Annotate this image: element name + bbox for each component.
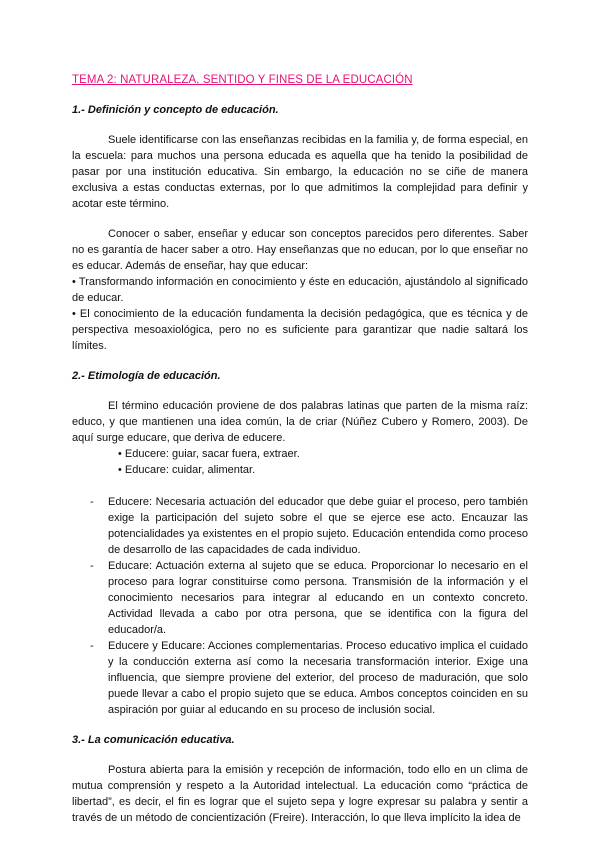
dash-marker: - bbox=[90, 496, 94, 508]
dash-item-text: Educere: Necesaria actuación del educador que debe guiar el proceso, pero también exige la participación del sujeto sobre el que se ejerce ese acto. Encauzar las potencialidades ya existentes en el propio sujeto. Educación entendida como proceso de desarrollo de las capacidades de cada individuo. bbox=[108, 496, 528, 556]
section-1-heading: 1.- Definición y concepto de educación. bbox=[72, 104, 279, 116]
section-2-paragraph-1: El término educación proviene de dos palabras latinas que parten de la misma raíz: educo, y que mantienen una idea común, la de criar (Núñez Cubero y Romero, 2003). De aquí surge educare, que deriva de educere. bbox=[72, 400, 528, 444]
spacer bbox=[72, 354, 528, 368]
dash-item-text: Educare: Actuación externa al sujeto que se educa. Proporcionar lo necesario en el proceso para lograr constituirse como persona. Transmisión de la información y el conocimiento necesarios para integrar al educando en un contexto concreto. Actividad llevada a cabo por otra persona, que se identifica con la figura del educador/a. bbox=[108, 560, 528, 636]
sub-bullet-educere: • Educere: guiar, sacar fuera, extraer. bbox=[118, 448, 300, 460]
dash-item-text: Educere y Educare: Acciones complementarias. Proceso educativo implica el cuidado y la conducción externa así como la necesaria transformación interior. Exige una influencia, que siempre proviene del exterior, del proceso de maduración, que solo puede llevar a cabo el propio sujeto que se educa. Ambos conceptos coinciden en su aspiración por guiar al educando en su proceso de inclusión social. bbox=[108, 640, 528, 716]
dash-item-educere bbox=[72, 494, 528, 558]
dash-marker: - bbox=[90, 560, 94, 572]
section-1-bullet-1: • Transformando información en conocimiento y éste en educación, ajustándolo al significado de educar. bbox=[72, 276, 528, 304]
section-2-sub-bullets bbox=[118, 446, 528, 478]
dash-item-educare bbox=[72, 558, 528, 638]
section-1-paragraph-1: Suele identificarse con las enseñanzas recibidas en la familia y, de forma especial, en la escuela: para muchos una persona educada es aquella que ha tenido la posibilidad de pasar por una institución educativa. Sin embargo, la educación no se ciñe de manera exclusiva a estas conductas externas, por lo que admitimos la complejidad para definir y acotar este término. bbox=[72, 134, 528, 210]
document-title: TEMA 2: NATURALEZA, SENTIDO Y FINES DE LA EDUCACIÓN bbox=[72, 74, 413, 86]
section-2-heading: 2.- Etimología de educación. bbox=[72, 370, 221, 382]
section-1-paragraph-2: Conocer o saber, enseñar y educar son conceptos parecidos pero diferentes. Saber no es garantía de hacer saber a otro. Hay enseñanzas que no educan, por lo que enseñar no es educar. Además de enseñar, hay que educar: bbox=[72, 228, 528, 272]
section-1-bullet-2: • El conocimiento de la educación fundamenta la decisión pedagógica, que es técnica y de perspectiva mesoaxiológica, pero no es suficiente para garantizar que nadie saltará los límites. bbox=[72, 308, 528, 352]
section-2-dash-list bbox=[72, 494, 528, 718]
dash-item-educere-educare bbox=[72, 638, 528, 718]
dash-marker: - bbox=[90, 640, 94, 652]
section-3-heading: 3.- La comunicación educativa. bbox=[72, 734, 235, 746]
sub-bullet-educare: • Educare: cuidar, alimentar. bbox=[118, 464, 256, 476]
section-3-paragraph-1: Postura abierta para la emisión y recepción de información, todo ello en un clima de mutua comprensión y respeto a la Autoridad intelectual. La educación como “práctica de libertad”, es decir, el fin es lograr que el sujeto sepa y logre expresar su palabra y sentir a través de un método de concientización (Freire). Interacción, lo que lleva implícito la idea de bbox=[72, 764, 528, 824]
